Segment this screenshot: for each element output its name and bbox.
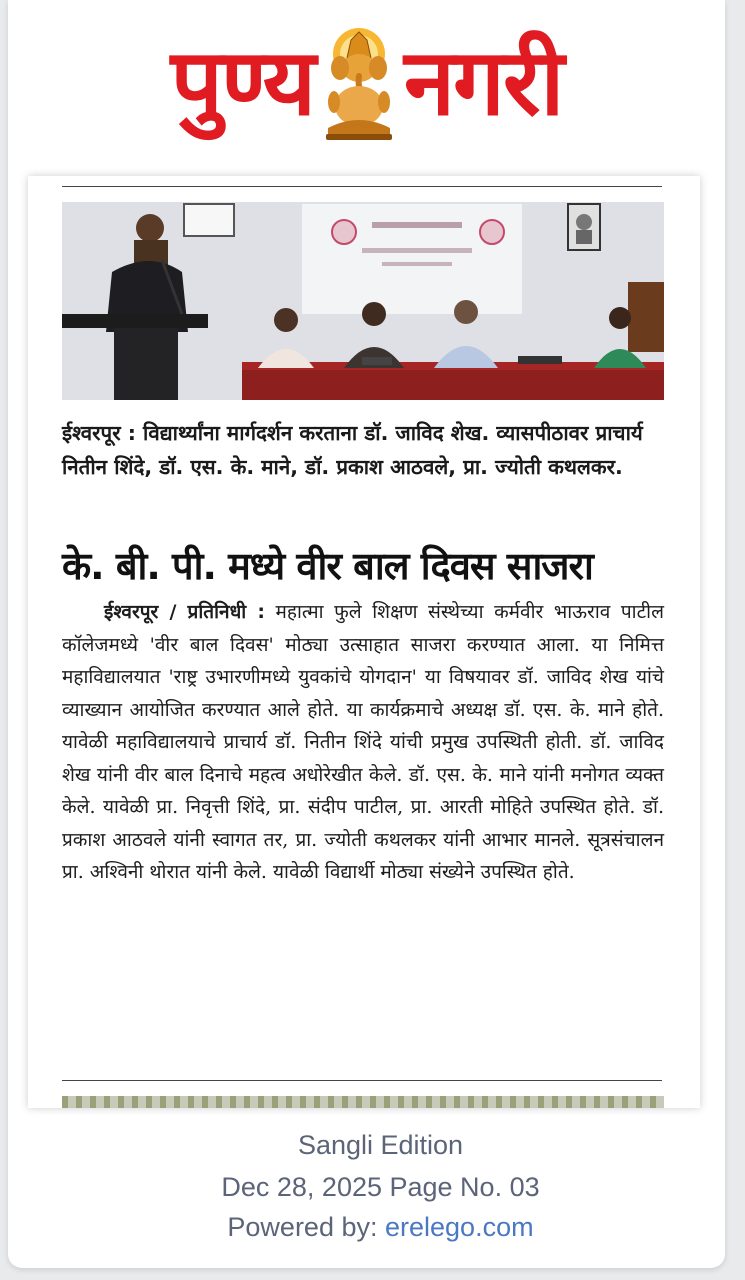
event-photo [62,202,664,400]
date-page-label: Dec 28, 2025 Page No. 03 [221,1172,540,1202]
top-rule [62,186,662,187]
ganesha-logo-icon [318,24,400,142]
news-clipping [28,176,700,1108]
powered-by [8,1212,745,1243]
erelego-link[interactable]: erelego.com [385,1212,534,1242]
next-article-strip [62,1096,664,1108]
article-body [62,596,664,889]
article-headline: के. बी. पी. मध्ये वीर बाल दिवस साजरा [62,544,593,588]
masthead-left-word: पुण्य [170,29,314,136]
masthead-right-word: नगरी [404,29,563,136]
masthead [8,8,725,158]
dateline: ईश्वरपूर / प्रतिनिधी : [104,601,265,623]
powered-by-prefix: Powered by: [227,1212,385,1242]
bottom-rule [62,1080,662,1081]
photo-caption: ईश्वरपूर : विद्यार्थ्यांना मार्गदर्शन करताना डॉ. जाविद शेख. व्यासपीठावर प्राचार्य नितीन शिंदे, डॉ. एस. के. माने, डॉ. प्रकाश आठवले, प्रा. ज्योती कथलकर. [62,421,643,479]
edition-label: Sangli Edition [297,1130,464,1160]
article-text: महात्मा फुले शिक्षण संस्थेच्या कर्मवीर भाऊराव पाटील कॉलेजमध्ये 'वीर बाल दिवस' मोठ्या उत्साहात साजरा करण्यात आला. या निमित्त महाविद्यालयात 'राष्ट्र उभारणीमध्ये युवकांचे योगदान' या विषयावर डॉ. जाविद शेख यांचे व्याख्यान आयोजित करण्यात आले होते. या कार्यक्रमाचे अध्यक्ष डॉ. एस. के. माने होते. यावेळी महाविद्यालयाचे प्राचार्य डॉ. नितीन शिंदे यांची प्रमुख उपस्थिती होती. डॉ. जाविद शेख यांनी वीर बाल दिनाचे महत्व अधोरेखीत केले. डॉ. एस. के. माने यांनी मनोगत व्यक्त केले. यावेळी प्रा. निवृत्ती शिंदे, प्रा. संदीप पाटील, प्रा. आरती मोहिते उपस्थित होते. डॉ. प्रकाश आठवले यांनी स्वागत तर, प्रा. ज्योती कथलकर यांनी आभार मानले. सूत्रसंचालन प्रा. अश्विनी थोरात यांनी केले. यावेळी विद्यार्थी मोठ्या संख्येने उपस्थित होते. [62,601,664,883]
epaper-card [8,0,725,1268]
